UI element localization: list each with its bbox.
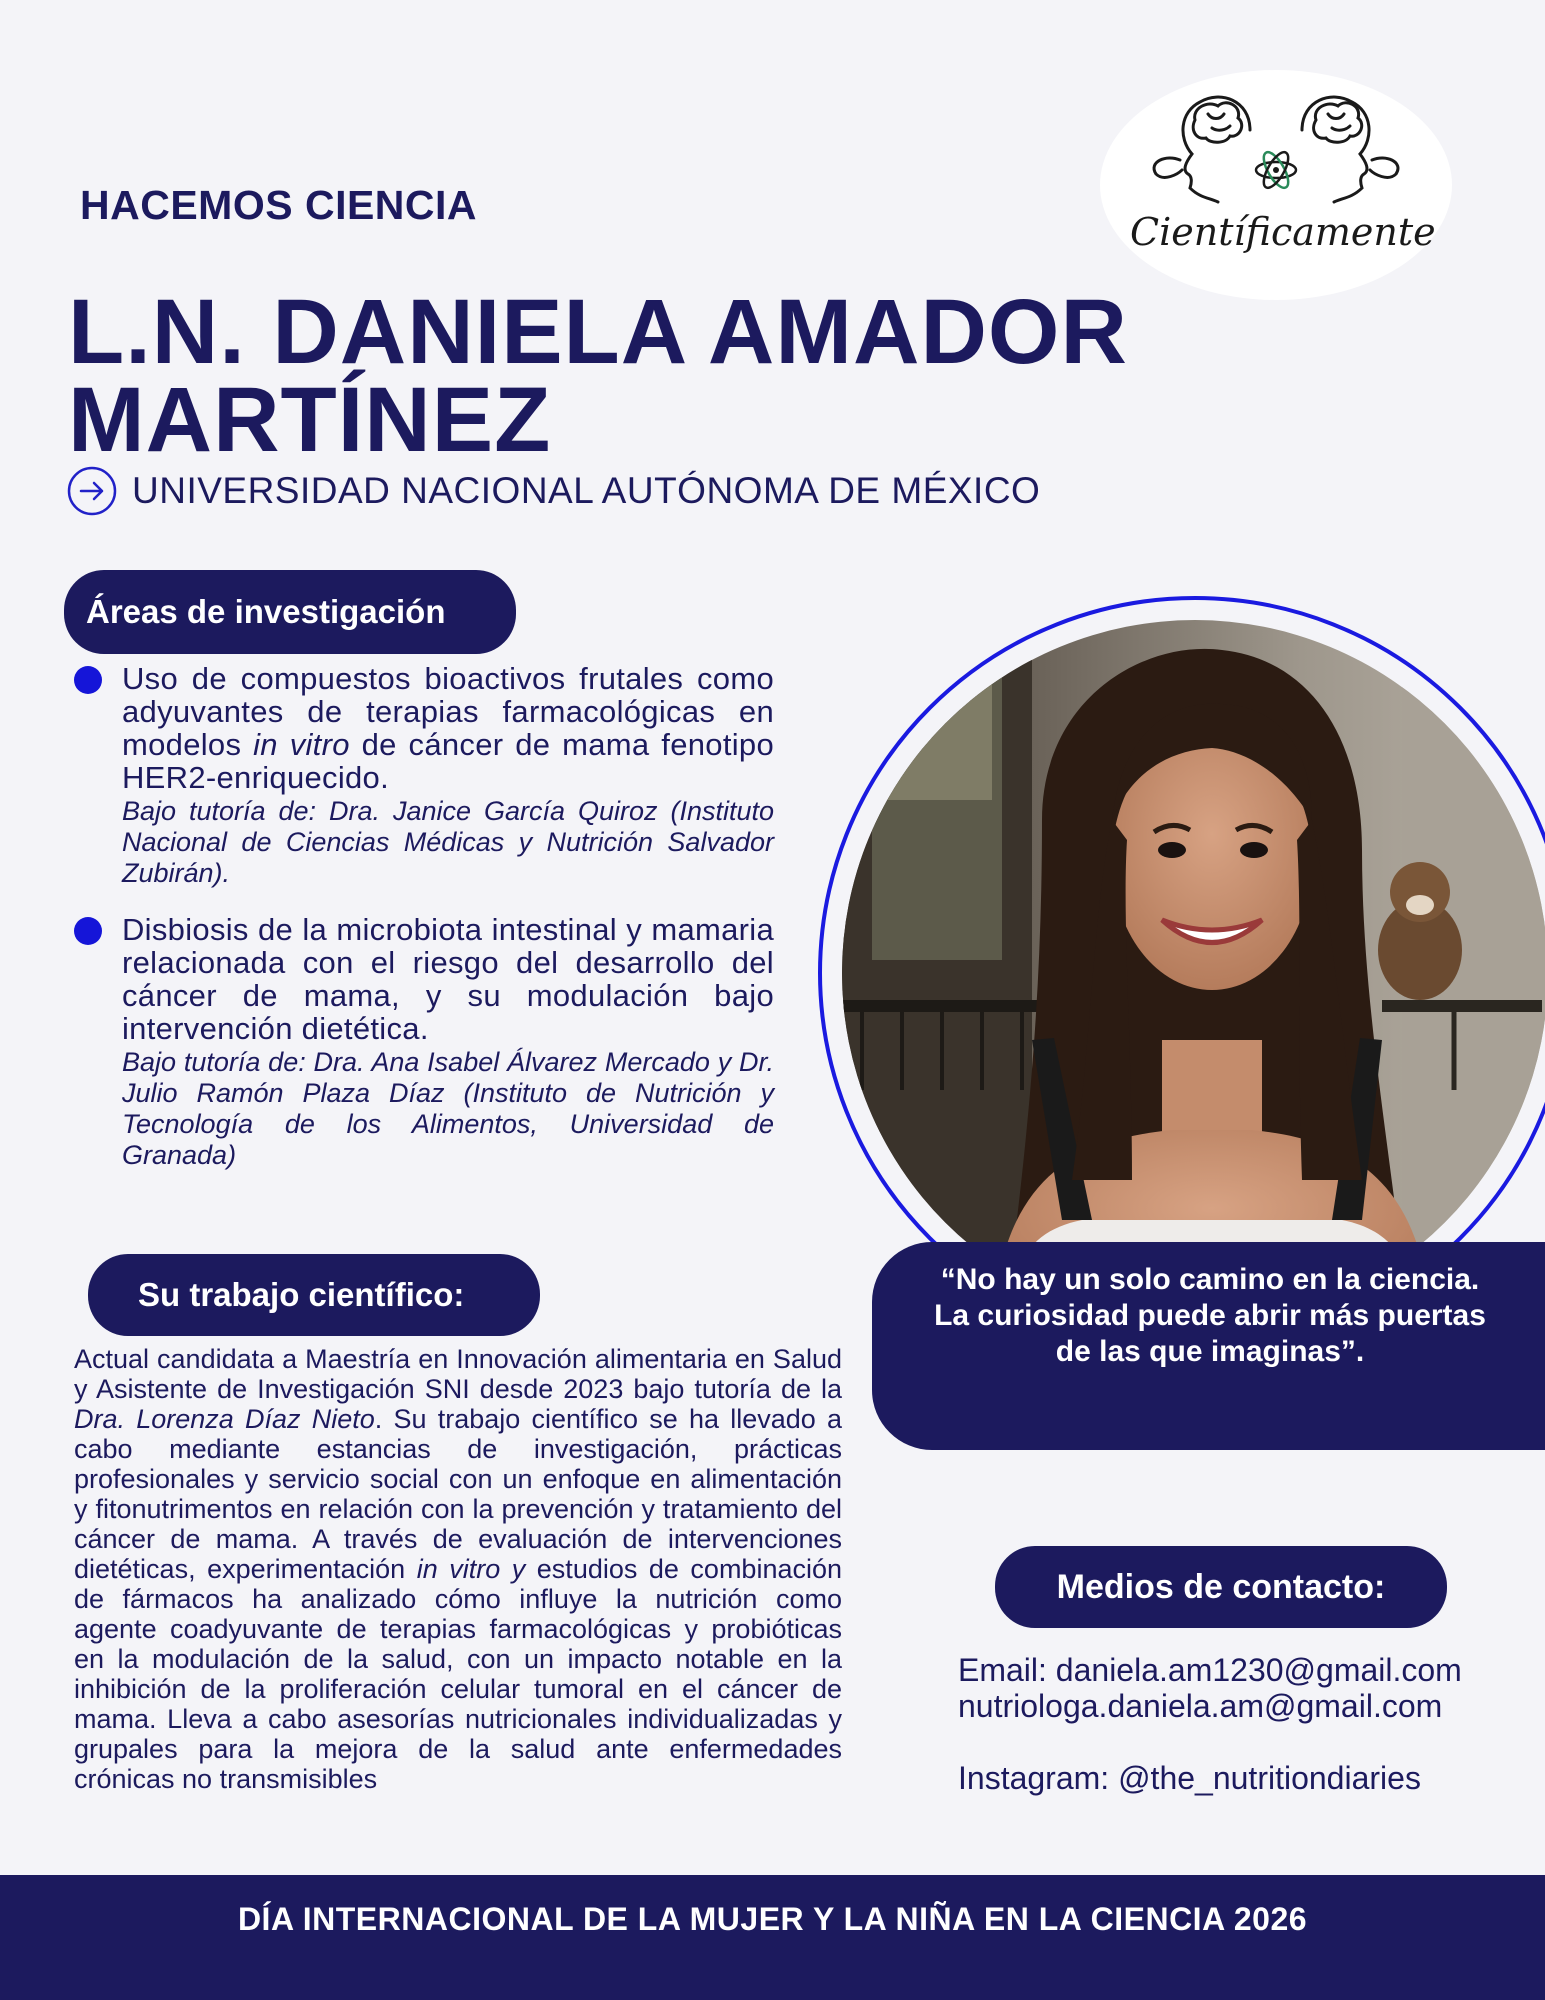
trabajo-text-part: Actual candidata a Maestría en Innovación alimentaria en Salud y Asistente de Investigación SNI desde 2023 bajo tutoría de la (74, 1344, 842, 1404)
quote-text (930, 1262, 1490, 1370)
research-area-tutor: Bajo tutoría de: Dra. Ana Isabel Álvarez Mercado y Dr. Julio Ramón Plaza Díaz (Instituto de Nutrición y Tecnología de los Alimentos, Universidad de Granada) (122, 1047, 774, 1170)
university-row (66, 466, 1040, 516)
contact-heading: Medios de contacto: (995, 1546, 1447, 1628)
portrait-illustration (842, 620, 1545, 1326)
brain-heads-logo-icon (1100, 70, 1452, 300)
bullet-dot (74, 917, 102, 945)
arrow-right-circle-icon (66, 465, 118, 517)
name-line-1: L.N. DANIELA AMADOR (68, 281, 1128, 383)
research-area-text (122, 662, 774, 794)
quote-line-2: La curiosidad puede abrir más puertas de las que imaginas”. (934, 1299, 1486, 1368)
bullet-dot (74, 666, 102, 694)
contact-info (958, 1652, 1518, 1796)
area-text-part: de cáncer de mama fenotipo HER2-enriquecido. (122, 727, 775, 795)
area-text-part: Disbiosis de la microbiota intestinal y mamaria relacionada con el riesgo del desarrollo del cáncer de mama, y su modulación bajo intervención dietética. (122, 912, 774, 1046)
logo-wordmark: Científicamente (1130, 210, 1436, 254)
email-primary: Email: daniela.am1230@gmail.com (958, 1652, 1462, 1688)
person-name (68, 281, 1218, 471)
email-secondary: nutriologa.daniela.am@gmail.com (958, 1688, 1443, 1724)
quote-line-1: “No hay un solo camino en la ciencia. (940, 1263, 1480, 1296)
areas-heading: Áreas de investigación (64, 570, 516, 654)
footer-text: DÍA INTERNACIONAL DE LA MUJER Y LA NIÑA EN LA CIENCIA 2026 (237, 1901, 1308, 1937)
contact-spacer (958, 1724, 1518, 1760)
research-area-item (70, 913, 774, 1171)
portrait-photo (842, 620, 1545, 1326)
research-area-tutor: Bajo tutoría de: Dra. Janice García Quiroz (Instituto Nacional de Ciencias Médicas y Nutrición Salvador Zubirán). (122, 796, 774, 888)
research-area-text (122, 913, 774, 1045)
trabajo-paragraph (74, 1344, 842, 1794)
trabajo-text-italic: in vitro y (416, 1554, 526, 1584)
footer-banner (0, 1875, 1545, 2000)
trabajo-text-italic: Dra. Lorenza Díaz Nieto (74, 1404, 375, 1434)
cientificamente-logo (1100, 70, 1452, 300)
trabajo-text-part: . Su trabajo científico se ha llevado a cabo mediante estancias de investigación, prácticas profesionales y servicio social con un enfoque en alimentación y fitonutrimentos en relación con la prevención y tratamiento del cáncer de mama. A través de evaluación de intervenciones dietéticas, experimentación (74, 1404, 842, 1584)
kicker-title: HACEMOS CIENCIA (80, 182, 478, 228)
area-text-italic: in vitro (253, 727, 350, 762)
research-areas-list (70, 662, 774, 1195)
area-text-part: Uso de compuestos bioactivos frutales como adyuvantes de terapias farmacológicas en modelos (122, 661, 774, 762)
trabajo-text-part: estudios de combinación de fármacos ha analizado cómo influye la nutrición como agente coadyuvante de terapias farmacológicas y probióticas en la modulación de la salud, con un impacto notable en la inhibición de la proliferación celular tumoral en el cáncer de mama. Lleva a cabo asesorías nutricionales individualizadas y grupales para la mejora de la salud ante enfermedades crónicas no transmisibles (74, 1554, 843, 1794)
name-line-2: MARTÍNEZ (68, 369, 552, 471)
trabajo-heading: Su trabajo científico: (88, 1254, 540, 1336)
university-name: UNIVERSIDAD NACIONAL AUTÓNOMA DE MÉXICO (132, 470, 1041, 511)
instagram-handle: Instagram: @the_nutritiondiaries (958, 1760, 1421, 1796)
research-area-item (70, 662, 774, 889)
